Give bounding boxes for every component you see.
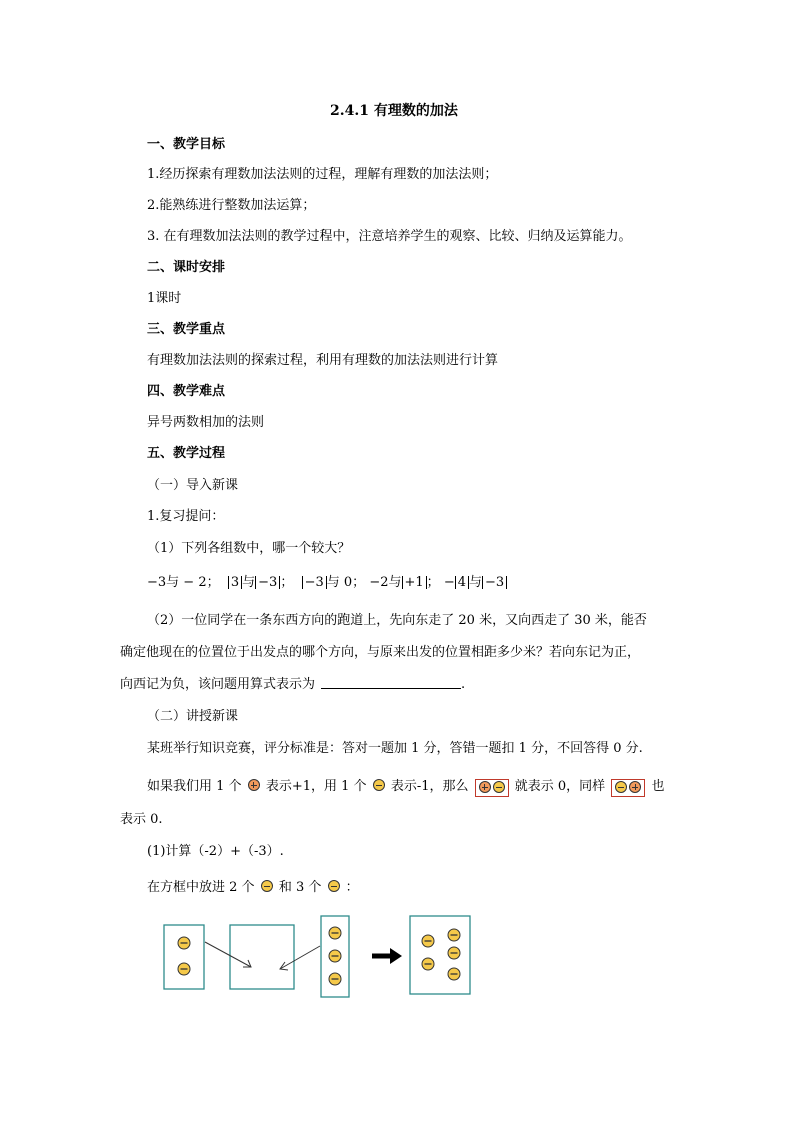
review-label: 1.复习提问： <box>147 509 225 524</box>
question-2-line-1: （2）一位同学在一条东西方向的跑道上，先向东走了 20 米，又向西走了 30 米，能否 <box>147 613 647 628</box>
goal-2: 2.能熟练进行整数加法运算； <box>147 198 316 213</box>
minus-chip-icon <box>328 880 340 892</box>
minus-chip-icon <box>493 781 505 793</box>
put-text-c: ： <box>345 880 359 895</box>
process-heading: 五、教学过程 <box>147 446 226 461</box>
chip-diagram <box>158 912 478 1002</box>
zero-pair-box <box>475 779 509 797</box>
chips-text-c: 表示-1，那么 <box>390 779 469 794</box>
chips-explanation <box>147 778 664 797</box>
plus-chip-icon <box>248 779 260 791</box>
result-box <box>410 916 470 994</box>
abs-value: −3 <box>482 576 507 589</box>
intro-heading: （一）导入新课 <box>147 478 239 493</box>
pair-1: −3与 − 2； <box>147 575 220 590</box>
question-2-text: 向西记为负，该问题用算式表示为 <box>120 677 316 692</box>
abs-value: −3 <box>302 576 327 589</box>
key-text: 有理数加法法则的探索过程，利用有理数的加法法则进行计算 <box>147 353 499 368</box>
contest-rules: 某班举行知识竞赛，评分标准是：答对一题加 1 分，答错一题扣 1 分，不回答得 0 分. <box>147 741 643 756</box>
minus-chip-icon <box>373 779 385 791</box>
arrow-line <box>205 942 251 967</box>
schedule-heading: 二、课时安排 <box>147 260 226 275</box>
goal-3: 3. 在有理数加法法则的教学过程中，注意培养学生的观察、比较、归纳及运算能力。 <box>147 229 632 244</box>
chips-text-b: 表示+1，用 1 个 <box>265 779 367 794</box>
pair-2-end: ； <box>280 575 294 590</box>
chips-text-a: 如果我们用 1 个 <box>147 779 242 794</box>
chip-group <box>178 927 460 985</box>
bold-arrow-icon <box>372 948 402 964</box>
calc-task: (1)计算（-2）+（-3）. <box>147 844 284 859</box>
pair-2-sep: 与 <box>242 575 256 590</box>
answer-blank[interactable] <box>321 676 461 689</box>
empty-box <box>230 925 294 989</box>
difficulty-text: 异号两数相加的法则 <box>147 415 265 430</box>
arrow-line <box>280 946 320 969</box>
teach-heading: （二）讲授新课 <box>147 709 239 724</box>
pair-5-neg: − <box>443 575 455 590</box>
chips-explanation-line-2: 表示 0. <box>120 812 163 827</box>
goal-1: 1.经历探索有理数加法法则的过程，理解有理数的加法法则； <box>147 167 498 182</box>
abs-value: −3 <box>255 576 280 589</box>
plus-chip-icon <box>479 781 491 793</box>
schedule-text: 1课时 <box>147 291 182 306</box>
minus-chip-icon <box>261 880 273 892</box>
compare-expressions <box>147 574 507 592</box>
page-title: 2.4.1 有理数的加法 <box>330 103 458 119</box>
abs-value: +1 <box>402 576 427 589</box>
abs-value: 3 <box>228 576 242 589</box>
plus-chip-icon <box>629 781 641 793</box>
question-1: （1）下列各组数中，哪一个较大？ <box>147 541 351 556</box>
difficulty-heading: 四、教学难点 <box>147 384 226 399</box>
question-2-line-2: 确定他现在的位置位于出发点的哪个方向，与原来出发的位置相距多少米？若向东记为正， <box>120 645 641 660</box>
question-2-period: . <box>461 677 466 692</box>
chips-text-e: 也 <box>651 779 665 794</box>
chips-text-d: 就表示 0，同样 <box>514 779 606 794</box>
goals-heading: 一、教学目标 <box>147 137 226 152</box>
key-heading: 三、教学重点 <box>147 322 226 337</box>
put-text-b: 和 3 个 <box>278 880 322 895</box>
pair-3-end: 与 0； <box>326 575 366 590</box>
minus-chip-icon <box>615 781 627 793</box>
arrow-head <box>280 962 288 970</box>
question-2-line-3 <box>120 676 465 694</box>
pair-4-start: −2与 <box>369 575 402 590</box>
put-instruction <box>147 879 359 897</box>
put-text-a: 在方框中放进 2 个 <box>147 880 255 895</box>
abs-value: 4 <box>455 576 469 589</box>
pair-5-sep: 与 <box>469 575 483 590</box>
box-two-chips <box>164 925 204 989</box>
zero-pair-box <box>611 779 645 797</box>
pair-4-end: ； <box>426 575 440 590</box>
